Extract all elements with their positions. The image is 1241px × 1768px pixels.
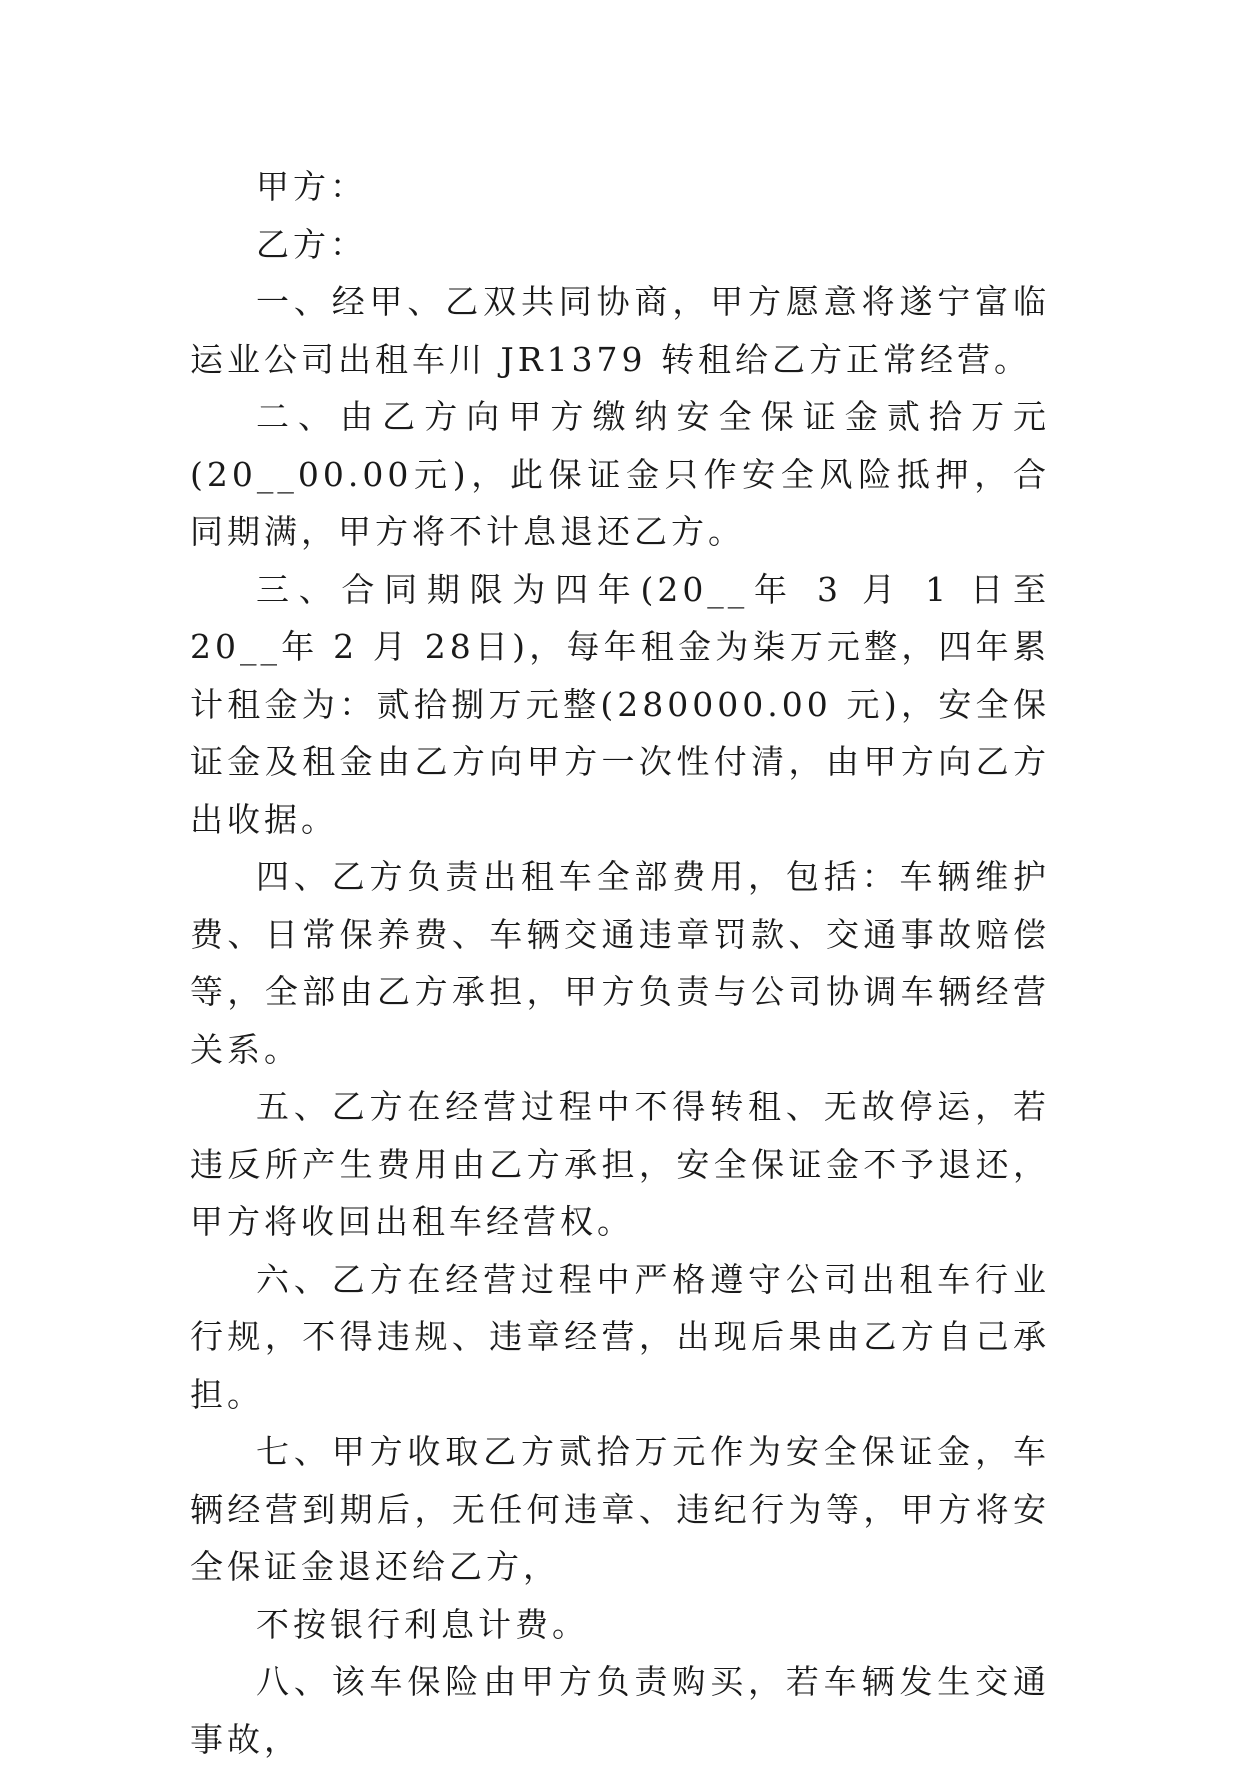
clause-5: 五、乙方在经营过程中不得转租、无故停运，若违反所产生费用由乙方承担，安全保证金不予退还，甲方将收回出租车经营权。 — [190, 1087, 1050, 1241]
clause-2: 二、由乙方向甲方缴纳安全保证金贰拾万元(20__00.00元)，此保证金只作安全风险抵押，合同期满，甲方将不计息退还乙方。 — [190, 397, 1050, 551]
clause-4: 四、乙方负责出租车全部费用，包括：车辆维护费、日常保养费、车辆交通违章罚款、交通事故赔偿等，全部由乙方承担，甲方负责与公司协调车辆经营关系。 — [190, 857, 1050, 1069]
party-b-line: 乙方： — [256, 224, 367, 264]
clause-7-continued: 不按银行利息计费。 — [256, 1604, 589, 1644]
clause-1: 一、经甲、乙双共同协商，甲方愿意将遂宁富临运业公司出租车川 JR1379 转租给乙方正常经营。 — [190, 282, 1050, 379]
contract-body — [190, 158, 1050, 1768]
party-a-line: 甲方： — [256, 167, 367, 206]
clause-6: 六、乙方在经营过程中严格遵守公司出租车行业行规，不得违规、违章经营，出现后果由乙方自己承担。 — [190, 1259, 1050, 1414]
clause-7: 七、甲方收取乙方贰拾万元作为安全保证金，车辆经营到期后，无任何违章、违纪行为等，甲方将安全保证金退还给乙方， — [190, 1432, 1050, 1586]
clause-8: 八、该车保险由甲方负责购买，若车辆发生交通事故， — [190, 1662, 1050, 1759]
clause-3: 三、合同期限为四年(20__年 3 月 1 日至 20__年 2 月 28日)，每年租金为柒万元整，四年累计租金为：贰拾捌万元整(280000.00 元)，安全保证金及租金由乙方向甲方一次性付清，由甲方向乙方出收据。 — [190, 569, 1050, 839]
